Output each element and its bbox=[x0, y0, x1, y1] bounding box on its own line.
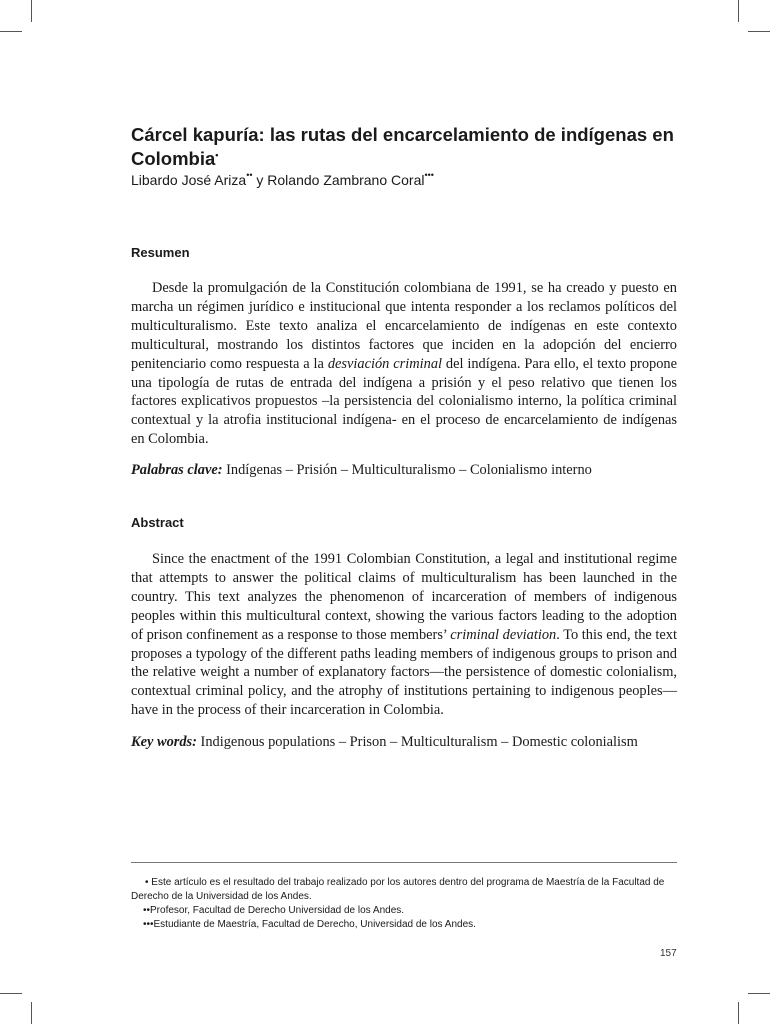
resumen-text: del indígena. Para ello, el texto propone una tipología de rutas de entrada del indígena a prisión y el peso relativo que tienen los factores explicativos propuestos –la persistencia del colonialismo interno, la política criminal contextual y la atrofia institucional indígena- en el proceso de encarcelamiento de indígenas en Colombia. bbox=[131, 355, 677, 448]
abstract-paragraph bbox=[131, 550, 677, 720]
palabras-clave-label: Palabras clave: bbox=[131, 462, 223, 478]
key-words-label: Key words: bbox=[131, 734, 197, 750]
footnote: ••Profesor, Facultad de Derecho Universidad de los Andes. bbox=[143, 905, 405, 916]
author-line bbox=[131, 170, 434, 188]
key-words-text: Indigenous populations – Prison – Multiculturalism – Domestic colonialism bbox=[196, 734, 638, 750]
author-footnote-mark: ••• bbox=[424, 170, 434, 180]
resumen-paragraph bbox=[131, 279, 677, 449]
resumen-heading: Resumen bbox=[131, 245, 190, 260]
crop-mark bbox=[738, 0, 739, 22]
title-footnote-mark: • bbox=[215, 150, 219, 160]
resumen-emphasis: desviación criminal bbox=[327, 355, 443, 372]
key-words bbox=[131, 733, 677, 752]
crop-mark bbox=[738, 1002, 739, 1024]
footnote: •••Estudiante de Maestría, Facultad de Derecho, Universidad de los Andes. bbox=[143, 919, 476, 930]
palabras-clave bbox=[131, 461, 677, 480]
crop-mark bbox=[31, 0, 32, 22]
article-title bbox=[131, 124, 677, 169]
footnote-divider bbox=[131, 862, 677, 863]
abstract-emphasis: criminal deviation bbox=[450, 626, 557, 643]
crop-mark bbox=[748, 31, 770, 32]
crop-mark bbox=[31, 1002, 32, 1024]
resumen-text: Desde la promulgación de la Constitución colombiana de 1991, se ha creado y puesto en marcha un régimen jurídico e institucional que intenta responder a los reclamos políticos del multiculturalismo. Este texto analiza el encarcelamiento de indígenas en este contexto multicultural, mostrando los distintos factores que inciden en la adopción del encierro penitenciario como respuesta a la bbox=[131, 280, 677, 372]
palabras-clave-text: Indígenas – Prisión – Multiculturalismo – Colonialismo interno bbox=[222, 462, 592, 478]
author-name: Rolando Zambrano Coral bbox=[267, 172, 425, 188]
abstract-text: . To this end, the text proposes a typology of the different paths leading members of indigenous groups to prison and the relative weight a number of explanatory factors—the persistence of domestic colonialism, contextual criminal policy, and the atrophy of institutions pertaining to indigenous peoples—have in the process of their incarceration in Colombia. bbox=[131, 626, 677, 719]
page-number: 157 bbox=[660, 948, 677, 959]
abstract-text: Since the enactment of the 1991 Colombian Constitution, a legal and institutional regime that attempts to answer the political claims of multiculturalism has been launched in the country. This text analyzes the phenomenon of incarceration of members of indigenous peoples within this multicultural context, showing the various factors leading to the adoption of prison confinement as a response to those members’ bbox=[131, 551, 677, 643]
abstract-heading: Abstract bbox=[131, 515, 184, 530]
author-name: Libardo José Ariza bbox=[131, 172, 247, 188]
author-footnote-mark: •• bbox=[246, 170, 253, 180]
crop-mark bbox=[0, 31, 22, 32]
crop-mark bbox=[748, 993, 770, 994]
crop-mark bbox=[0, 993, 22, 994]
title-text: Cárcel kapuría: las rutas del encarcelamiento de indígenas en Colombia bbox=[131, 124, 674, 169]
author-separator: y bbox=[252, 172, 268, 188]
footnote: • Este artículo es el resultado del trabajo realizado por los autores dentro del programa de Maestría de la Facultad de Derecho de la Universidad de los Andes. bbox=[131, 877, 665, 902]
